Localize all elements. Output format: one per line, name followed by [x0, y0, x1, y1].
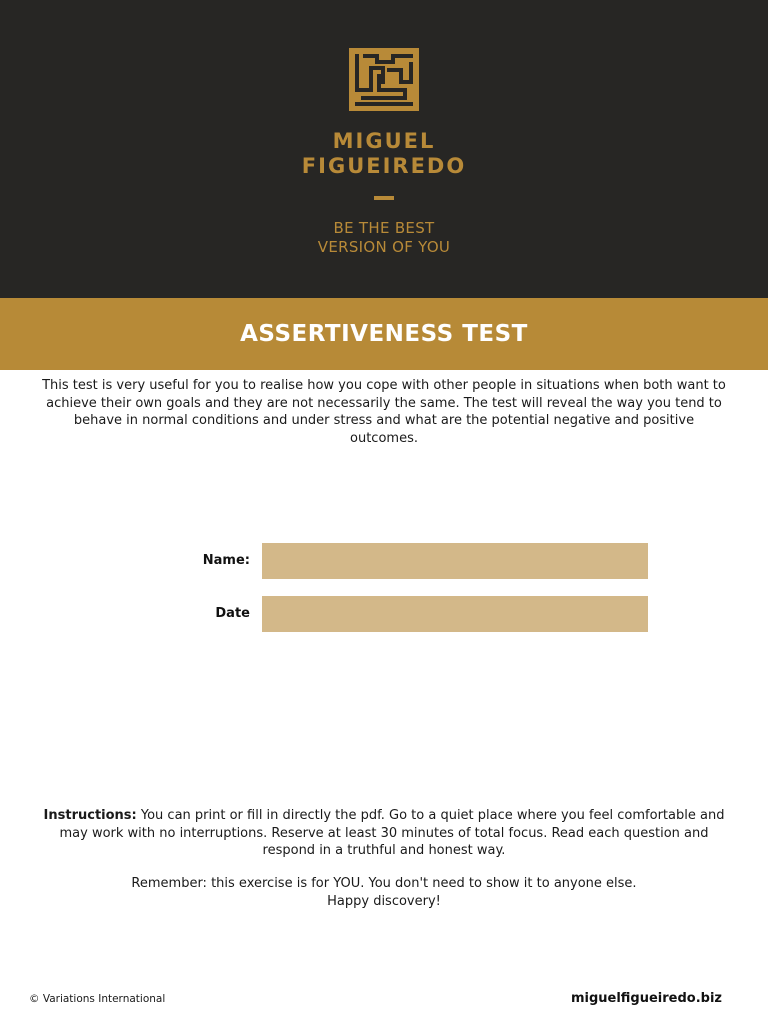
- instructions-lead: Instructions:: [43, 808, 137, 823]
- brand-divider: [374, 196, 394, 200]
- title-band: [0, 298, 768, 370]
- brand-name-line1: MIGUEL: [332, 129, 436, 153]
- instructions-paragraph: [40, 807, 728, 860]
- date-input[interactable]: [262, 596, 648, 632]
- instructions-body: You can print or fill in directly the pdf. Go to a quiet place where you feel comfortable and may work with no interruptions. Reserve at least 30 minutes of total focus. Read each question and respond in a truthful and honest way.: [59, 808, 725, 858]
- name-row: [0, 543, 768, 579]
- remember-note: [40, 875, 728, 910]
- tagline-line2: VERSION OF YOU: [317, 238, 451, 256]
- name-input[interactable]: [262, 543, 648, 579]
- page-title: ASSERTIVENESS TEST: [240, 321, 528, 347]
- maze-monogram-logo-icon: [349, 48, 419, 111]
- intro-paragraph: This test is very useful for you to realise how you cope with other people in situations when both want to achieve their own goals and they are not necessarily the same. The test will reveal the way you tend to behave in normal conditions and under stress and what are the potential negative and positive outcomes.: [42, 378, 726, 446]
- footer-copyright: © Variations International: [29, 993, 166, 1005]
- footer-website-link[interactable]: miguelfigueiredo.biz: [570, 991, 722, 1006]
- tagline-line1: BE THE BEST: [333, 219, 435, 237]
- brand-name-line2: FIGUEIREDO: [301, 154, 467, 178]
- header-band: [0, 0, 768, 298]
- date-label: Date: [215, 606, 250, 621]
- date-row: [0, 596, 768, 632]
- name-label: Name:: [202, 553, 250, 568]
- remember-line2: Happy discovery!: [327, 893, 441, 909]
- remember-line1: Remember: this exercise is for YOU. You don't need to show it to anyone else.: [131, 876, 637, 891]
